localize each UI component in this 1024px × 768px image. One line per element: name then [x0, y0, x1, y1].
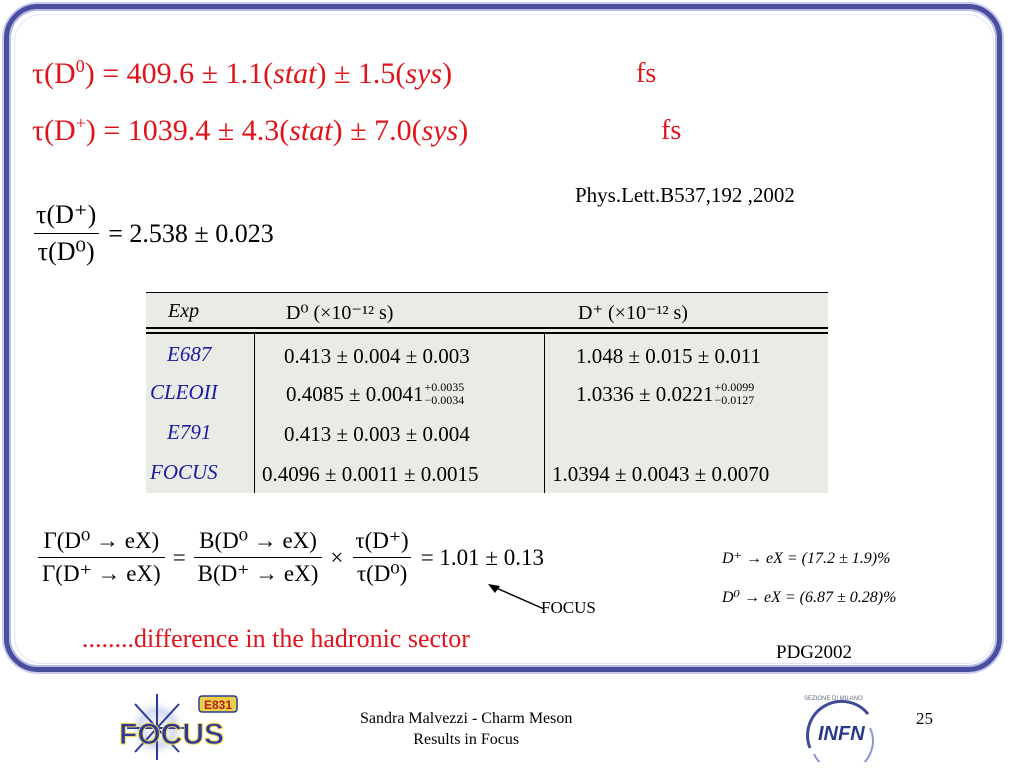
- branching-fraction: [194, 528, 323, 587]
- cleo-d0-err-up: +0.0035: [424, 380, 465, 395]
- infn-logo: [800, 688, 878, 762]
- footer-line-1: Sandra Malvezzi - Charm Meson: [360, 710, 573, 727]
- eq2-mid: ) ± 7.0(: [332, 114, 422, 147]
- focus-logo-badge: E831: [203, 698, 233, 712]
- header-d0: D⁰ (×10⁻¹² s): [286, 302, 394, 324]
- table-row-exp: E687: [167, 342, 212, 366]
- table-row-dplus: 1.048 ± 0.015 ± 0.011: [576, 344, 762, 368]
- hadronic-difference-note: ........difference in the hadronic sector: [82, 624, 470, 653]
- reference-citation: Phys.Lett.B537,192 ,2002: [575, 183, 795, 207]
- table-row-exp: FOCUS: [150, 460, 218, 484]
- table-header-rule-2: [146, 332, 828, 334]
- eq1-stat: stat: [273, 57, 317, 90]
- focus-logo-word: FOCUS: [119, 718, 224, 751]
- infn-logo-word: INFN: [818, 723, 865, 745]
- cleo-d0-asym-error: [425, 381, 465, 407]
- table-row-dplus: [576, 382, 754, 409]
- infn-logo-section: SEZIONE DI MILANO: [804, 696, 863, 702]
- focus-logo: [115, 688, 241, 762]
- lifetime-ratio: [32, 200, 274, 267]
- table-row-d0: 0.413 ± 0.004 ± 0.003: [284, 344, 470, 368]
- cleo-dplus-asym-error: [715, 381, 755, 407]
- ratio-value: = 2.538 ± 0.023: [108, 218, 274, 248]
- table-row-d0: 0.413 ± 0.003 ± 0.004: [284, 422, 470, 446]
- eq1-end: ): [442, 57, 453, 90]
- footer-line-2: Results in Focus: [413, 731, 520, 748]
- gamma-fraction: [38, 528, 165, 587]
- ratio-numerator: τ(D⁺): [36, 200, 97, 229]
- eq2-sys: sys: [421, 114, 459, 147]
- cleo-dplus-err-down: −0.0127: [714, 393, 755, 408]
- page-number: 25: [916, 709, 933, 728]
- lifetime-d0-equation: [32, 56, 452, 91]
- focus-source-label: FOCUS: [541, 598, 596, 617]
- eq2-stat: stat: [289, 114, 333, 147]
- result-value: = 1.01 ± 0.13: [420, 544, 545, 570]
- footer-author: [360, 708, 572, 750]
- ratio-denominator: τ(D⁰): [34, 233, 99, 267]
- table-top-rule: [146, 292, 828, 293]
- lifetime-numerator: τ(D⁺): [355, 528, 409, 553]
- gamma-denominator: Γ(D⁺ → eX): [38, 557, 165, 587]
- pdg-dplus-branching: D⁺ → eX = (17.2 ± 1.9)%: [722, 550, 891, 567]
- eq2-rhs: ) = 1039.4 ± 4.3(: [85, 114, 290, 147]
- cleo-d0-value: 0.4085 ± 0.0041: [286, 382, 424, 406]
- table-row-d0: 0.4096 ± 0.0011 ± 0.0015: [262, 462, 479, 486]
- eq1-sup: 0: [75, 56, 85, 76]
- cleo-dplus-err-up: +0.0099: [714, 380, 755, 395]
- table-row-d0: [286, 382, 464, 409]
- eq1-rhs: ) = 409.6 ± 1.1(: [84, 57, 274, 90]
- cleo-dplus-value: 1.0336 ± 0.0221: [576, 382, 714, 406]
- gamma-numerator: Γ(D⁰ → eX): [43, 528, 160, 553]
- table-row-exp: E791: [167, 420, 212, 444]
- eq1-unit: fs: [636, 58, 657, 89]
- header-exp: Exp: [168, 300, 200, 322]
- semileptonic-width-equation: [38, 528, 544, 587]
- eq1-mid: ) ± 1.5(: [316, 57, 406, 90]
- eq2-lhs: τ(D: [32, 114, 76, 147]
- pdg-label: PDG2002: [776, 642, 853, 663]
- eq2-end: ): [458, 114, 469, 147]
- lifetime-denominator: τ(D⁰): [353, 557, 411, 587]
- eq1-sys: sys: [405, 57, 443, 90]
- pdg-d0-branching: D⁰ → eX = (6.87 ± 0.28)%: [722, 589, 897, 606]
- eq2-unit: fs: [661, 115, 682, 146]
- branching-numerator: B(D⁰ → eX): [199, 528, 317, 553]
- table-row-exp: CLEOII: [150, 380, 218, 404]
- eq2-sup: +: [75, 113, 86, 133]
- header-dplus: D⁺ (×10⁻¹² s): [578, 302, 688, 324]
- lifetime-fraction: [351, 528, 412, 587]
- table-header-rule-1: [146, 327, 828, 329]
- table-column-divider-1: [254, 334, 255, 493]
- cleo-d0-err-down: −0.0034: [424, 393, 465, 408]
- table-row-dplus: 1.0394 ± 0.0043 ± 0.0070: [552, 462, 770, 486]
- table-column-divider-2: [544, 334, 545, 493]
- times-sign: ×: [330, 544, 344, 570]
- branching-denominator: B(D⁺ → eX): [194, 557, 323, 587]
- lifetime-table: [146, 292, 828, 493]
- equals-sign: =: [172, 544, 186, 570]
- eq1-lhs: τ(D: [32, 57, 76, 90]
- ratio-fraction: [32, 200, 100, 267]
- focus-arrow-icon: [486, 582, 546, 612]
- lifetime-dplus-equation: [32, 113, 468, 148]
